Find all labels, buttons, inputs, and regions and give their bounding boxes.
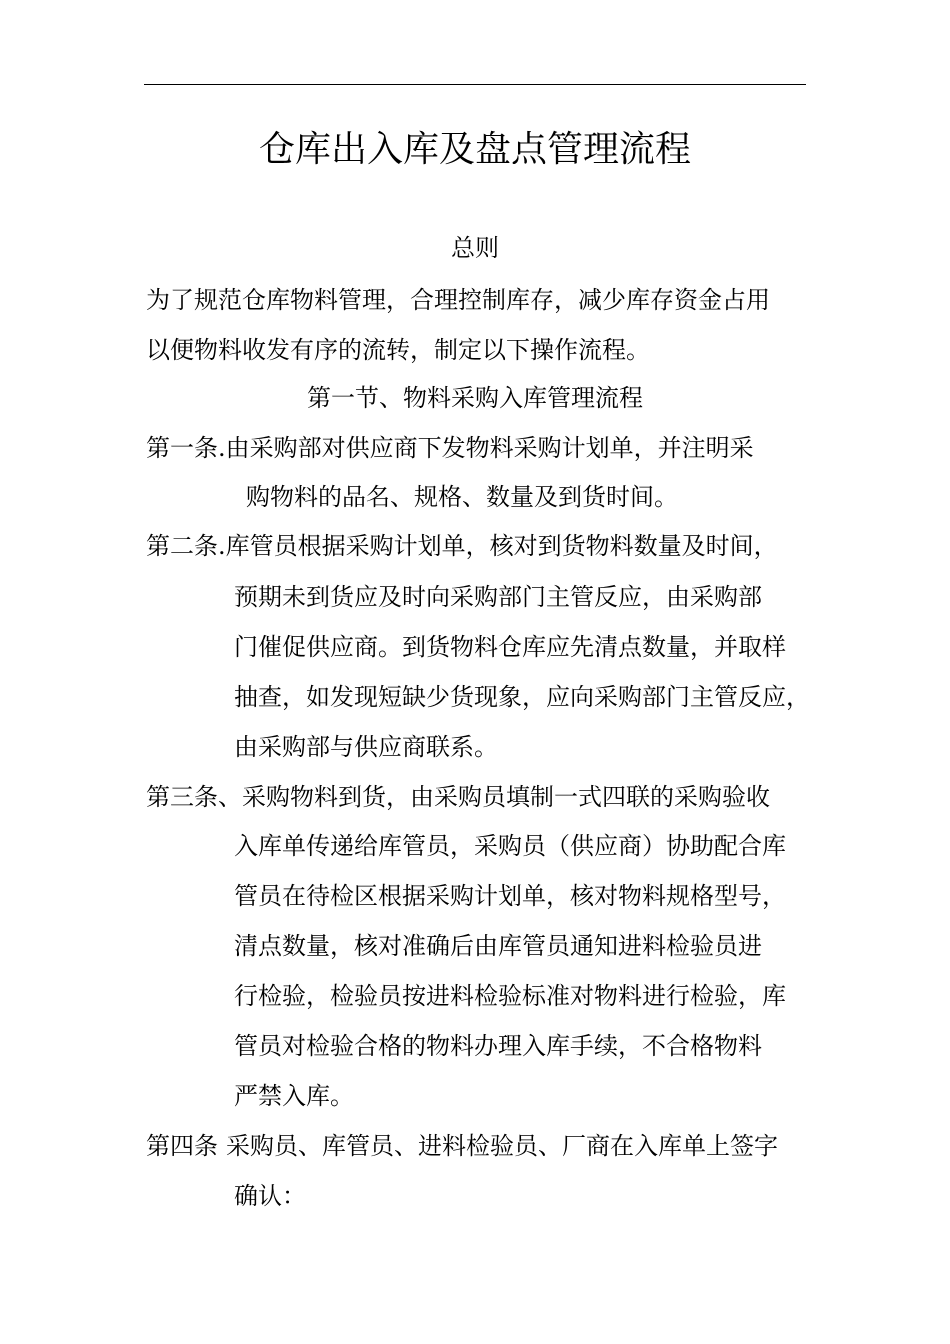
article-2-line-1 <box>146 529 778 563</box>
header-rule <box>144 84 806 85</box>
article-3-line-7: 严禁入库。 <box>234 1082 354 1110</box>
general-heading: 总则 <box>451 234 499 262</box>
article-4-line-2: 确认： <box>234 1182 306 1210</box>
intro-line-2: 以便物料收发有序的流转，制定以下操作流程。 <box>146 336 650 364</box>
article-3-line-5: 行检验，检验员按进料检验标准对物料进行检验，库 <box>234 982 786 1010</box>
article-2-label: 第二条. <box>146 532 226 560</box>
article-2-line-4: 抽查，如发现短缺少货现象，应向采购部门主管反应， <box>234 683 810 711</box>
article-3-line-1 <box>146 780 770 814</box>
article-4-label: 第四条 <box>146 1132 218 1160</box>
section1-heading: 第一节、物料采购入库管理流程 <box>307 384 643 412</box>
intro-line-1: 为了规范仓库物料管理，合理控制库存，减少库存资金占用 <box>146 286 770 314</box>
article-4-line-1 <box>146 1129 778 1163</box>
article-1-label: 第一条. <box>146 434 226 462</box>
document-title: 仓库出入库及盘点管理流程 <box>258 129 691 170</box>
article-3-line-3: 管员在待检区根据采购计划单，核对物料规格型号， <box>234 882 786 910</box>
article-4-text-1: 采购员、库管员、进料检验员、厂商在入库单上签字 <box>226 1132 778 1160</box>
article-1-line-1 <box>146 431 754 465</box>
article-1-line-2: 购物料的品名、规格、数量及到货时间。 <box>246 483 678 511</box>
article-3-line-6: 管员对检验合格的物料办理入库手续，不合格物料 <box>234 1032 762 1060</box>
article-3-line-2: 入库单传递给库管员，采购员（供应商）协助配合库 <box>234 832 786 860</box>
article-2-text-1: 库管员根据采购计划单，核对到货物料数量及时间， <box>225 532 778 560</box>
article-1-text-1: 由采购部对供应商下发物料采购计划单，并注明采 <box>225 434 754 462</box>
article-3-line-4: 清点数量，核对准确后由库管员通知进料检验员进 <box>234 932 762 960</box>
article-3-text-1: 采购物料到货，由采购员填制一式四联的采购验收 <box>242 783 770 811</box>
article-2-line-5: 由采购部与供应商联系。 <box>234 733 498 761</box>
article-2-line-3: 门催促供应商。到货物料仓库应先清点数量，并取样 <box>234 633 786 661</box>
article-2-line-2: 预期未到货应及时向采购部门主管反应，由采购部 <box>234 583 762 611</box>
article-3-label: 第三条、 <box>146 783 242 811</box>
